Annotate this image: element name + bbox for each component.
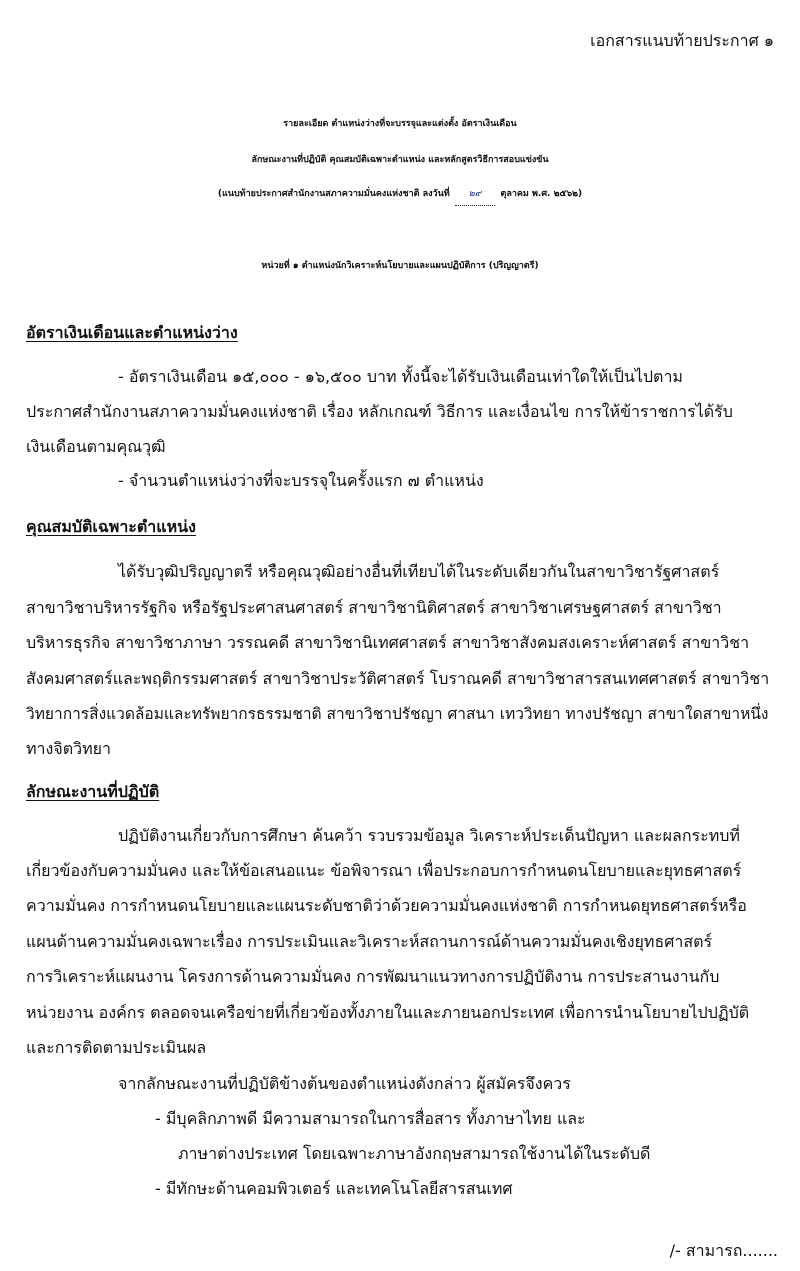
duties-line: ปฏิบัติงานเกี่ยวกับการศึกษา ค้นคว้า รวบรวมข้อมูล วิเคราะห์ประเด็นปัญหา และผลกระทบที่ <box>118 826 740 845</box>
qualification-line: สังคมศาสตร์และพฤติกรรมศาสตร์ สาขาวิชาประวัติศาสตร์ โบราณคดี สาขาวิชาสารสนเทศศาสตร์ สาขาวิชา <box>26 669 770 688</box>
handwritten-date: ๒๙ <box>455 183 496 206</box>
title-line-3 <box>0 183 800 206</box>
duties-line: แผนด้านความมั่นคงเฉพาะเรื่อง การประเมินและวิเคราะห์สถานการณ์ด้านความมั่นคงเชิงยุทธศาสตร์ <box>26 932 713 951</box>
duties-line: การวิเคราะห์แผนงาน โครงการด้านความมั่นคง การพัฒนาแนวทางการปฏิบัติงาน การประสานงานกับ <box>26 967 720 986</box>
qualification-line: สาขาวิชาบริหารรัฐกิจ หรือรัฐประศาสนศาสตร์ สาขาวิชานิติศาสตร์ สาขาวิชาเศรษฐศาสตร์ สาขาวิชา <box>26 598 722 617</box>
requirement-bullet: - มีบุคลิกภาพดี มีความสามารถในการสื่อสาร ทั้งภาษาไทย และ <box>155 1109 586 1128</box>
qualification-line: บริหารธุรกิจ สาขาวิชาภาษา วรรณคดี สาขาวิชานิเทศศาสตร์ สาขาวิชาสังคมสงเคราะห์ศาสตร์ สาขาวิชา <box>26 633 750 652</box>
unit-heading: หน่วยที่ ๑ ตำแหน่งนักวิเคราะห์นโยบายและแผนปฏิบัติการ (ปริญญาตรี) <box>261 261 539 271</box>
qualification-line: วิทยาการสิ่งแวดล้อมและทรัพยากรธรรมชาติ สาขาวิชาปรัชญา ศาสนา เทววิทยา ทางปรัชญา สาขาใดสาขาหนึ่ง <box>26 705 769 723</box>
salary-line: เงินเดือนตามคุณวุฒิ <box>26 437 166 456</box>
duties-intro-line: จากลักษณะงานที่ปฏิบัติข้างต้นของตำแหน่งดังกล่าว ผู้สมัครจึงควร <box>118 1074 571 1093</box>
continuation-marker: /- สามารถ....... <box>669 1241 778 1260</box>
vacancy-count-line: - จำนวนตำแหน่งว่างที่จะบรรจุในครั้งแรก ๗ ตำแหน่ง <box>118 471 484 490</box>
title-line-3-text-end: ตุลาคม พ.ศ. ๒๕๖๒) <box>500 189 583 199</box>
title-line-1: รายละเอียด ตำแหน่งว่างที่จะบรรจุและแต่งตั้ง อัตราเงินเดือน <box>283 119 517 129</box>
duties-section-heading: ลักษณะงานที่ปฏิบัติ <box>26 782 160 801</box>
duties-line: หน่วยงาน องค์กร ตลอดจนเครือข่ายที่เกี่ยวข้องทั้งภายในและภายนอกประเทศ เพื่อการนำนโยบายไปปฏิบัติ <box>26 1003 750 1022</box>
title-line-3-text: (แนบท้ายประกาศสำนักงานสภาความมั่นคงแห่งชาติ ลงวันที่ <box>217 189 450 199</box>
title-line-2: ลักษณะงานที่ปฏิบัติ คุณสมบัติเฉพาะตำแหน่ง และหลักสูตรวิธีการสอบแข่งขัน <box>251 155 549 165</box>
requirement-continuation: ภาษาต่างประเทศ โดยเฉพาะภาษาอังกฤษสามารถใช้งานได้ในระดับดี <box>178 1144 651 1163</box>
qualification-section-heading: คุณสมบัติเฉพาะตำแหน่ง <box>26 517 196 536</box>
duties-line: เกี่ยวข้องกับความมั่นคง และให้ข้อเสนอแนะ ข้อพิจารณา เพื่อประกอบการกำหนดนโยบายและยุทธศาสตร์ <box>26 861 742 880</box>
salary-section-heading: อัตราเงินเดือนและตำแหน่งว่าง <box>26 323 238 342</box>
duties-line: ความมั่นคง การกำหนดนโยบายและแผนระดับชาติว่าด้วยความมั่นคงแห่งชาติ การกำหนดยุทธศาสตร์หรือ <box>26 896 747 915</box>
duties-line: และการติดตามประเมินผล <box>26 1038 207 1057</box>
attachment-label: เอกสารแนบท้ายประกาศ ๑ <box>590 31 774 50</box>
salary-line: ประกาศสำนักงานสภาความมั่นคงแห่งชาติ เรื่อง หลักเกณฑ์ วิธีการ และเงื่อนไข การให้ข้าราชการได้รับ <box>26 402 733 421</box>
salary-line: - อัตราเงินเดือน ๑๕,๐๐๐ - ๑๖,๕๐๐ บาท ทั้งนี้จะได้รับเงินเดือนเท่าใดให้เป็นไปตาม <box>118 367 683 386</box>
qualification-line: ทางจิตวิทยา <box>26 739 111 758</box>
requirement-bullet: - มีทักษะด้านคอมพิวเตอร์ และเทคโนโลยีสารสนเทศ <box>155 1179 513 1198</box>
qualification-line: ได้รับวุฒิปริญญาตรี หรือคุณวุฒิอย่างอื่นที่เทียบได้ในระดับเดียวกันในสาขาวิชารัฐศาสตร์ <box>118 562 720 581</box>
